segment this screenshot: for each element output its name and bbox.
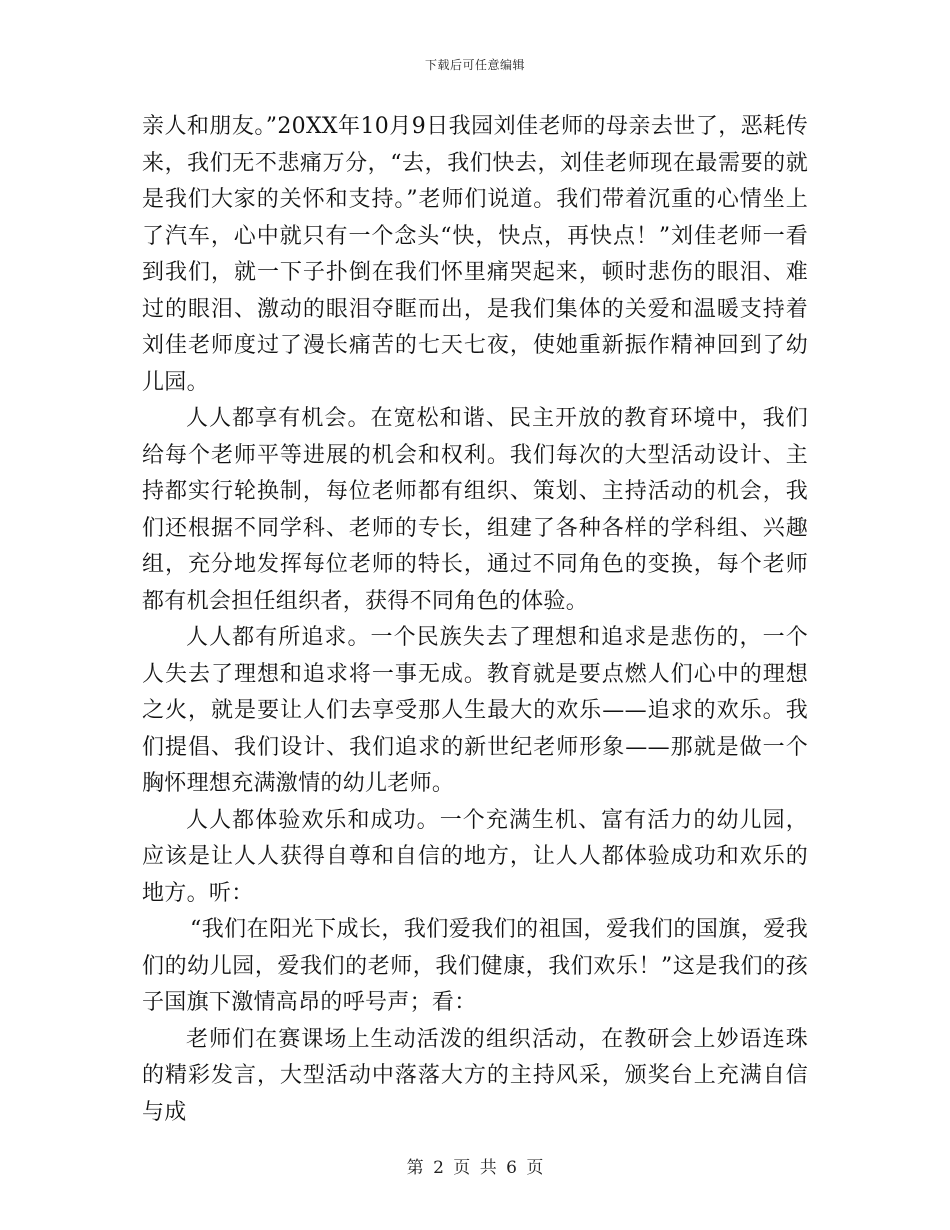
paragraph-opportunity: 人人都享有机会。在宽松和谐、民主开放的教育环境中，我们给每个老师平等进展的机会和权利。我们每次的大型活动设计、主持都实行轮换制，每位老师都有组织、策划、主持活动的机会，我们还根据不同学科、老师的专长，组建了各种各样的学科组、兴趣组，充分地发挥每位老师的特长，通过不同角色的变换，每个老师都有机会担任组织者，获得不同角色的体验。 — [142, 406, 808, 614]
paragraph-pursuit: 人人都有所追求。一个民族失去了理想和追求是悲伤的，一个人失去了理想和追求将一事无成。教育就是要点燃人们心中的理想之火，就是要让人们去享受那人生最大的欢乐——追求的欢乐。我们提倡、我们设计、我们追求的新世纪老师形象——那就是做一个胸怀理想充满激情的幼儿老师。 — [142, 625, 808, 796]
page-header-note: 下载后可任意编辑 — [424, 58, 525, 72]
page-number-footer: 第 2 页 共 6 页 — [406, 1158, 544, 1178]
paragraph-joy-success: 人人都体验欢乐和成功。一个充满生机、富有活力的幼儿园，应该是让人人获得自尊和自信的地方，让人人都体验成功和欢乐的地方。听： — [142, 807, 808, 906]
paragraph-continuation: 亲人和朋友。”20XX年10月9日我园刘佳老师的母亲去世了，恶耗传来，我们无不悲痛万分，“去，我们快去，刘佳老师现在最需要的就是我们大家的关怀和支持。”老师们说道。我们带着沉重的心情坐上了汽车，心中就只有一个念头“快，快点，再快点！”刘佳老师一看到我们，就一下子扑倒在我们怀里痛哭起来，顿时悲伤的眼泪、难过的眼泪、激动的眼泪夺眶而出，是我们集体的关爱和温暖支持着刘佳老师度过了漫长痛苦的七天七夜，使她重新振作精神回到了幼儿园。 — [142, 114, 808, 395]
document-body — [142, 109, 808, 1131]
paragraph-teachers: 老师们在赛课场上生动活泼的组织活动，在教研会上妙语连珠的精彩发言，大型活动中落落大方的主持风采，颁奖台上充满自信与成 — [142, 1026, 808, 1125]
paragraph-children-quote: “我们在阳光下成长，我们爱我们的祖国，爱我们的国旗，爱我们的幼儿园，爱我们的老师，我们健康，我们欢乐！”这是我们的孩子国旗下激情高昂的呼号声；看： — [142, 917, 808, 1015]
